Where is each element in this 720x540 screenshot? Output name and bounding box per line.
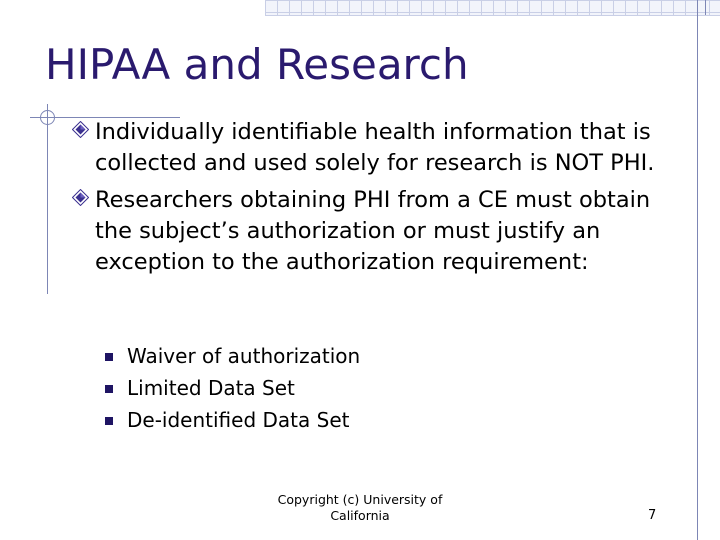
square-bullet-icon — [105, 417, 113, 425]
bullet-list — [72, 117, 672, 278]
slide-title: HIPAA and Research — [45, 40, 469, 89]
decorative-right-rule-short — [705, 0, 706, 15]
sub-bullet-list — [105, 340, 360, 436]
bullet-item — [72, 185, 672, 278]
square-bullet-icon — [105, 353, 113, 361]
sub-bullet-item — [105, 372, 360, 404]
bullet-text: Researchers obtaining PHI from a CE must obtain the subject’s authorization or must justify an exception to the authorization requirement: — [95, 187, 651, 275]
sub-bullet-text: Waiver of authorization — [127, 344, 361, 368]
bullet-text: Individually identifiable health information that is collected and used solely for research is NOT PHI. — [95, 119, 655, 176]
sub-bullet-item — [105, 404, 360, 436]
decorative-crosshair-circle — [40, 110, 55, 125]
bullet-item — [72, 117, 672, 179]
sub-bullet-item — [105, 340, 360, 372]
diamond-bullet-icon — [72, 189, 89, 206]
square-bullet-icon — [105, 385, 113, 393]
diamond-bullet-icon — [72, 121, 89, 138]
sub-bullet-text: Limited Data Set — [127, 376, 295, 400]
decorative-crosshair-vertical — [47, 104, 48, 294]
page-number: 7 — [648, 508, 657, 523]
decorative-right-rule — [697, 0, 698, 540]
sub-bullet-text: De-identified Data Set — [127, 408, 350, 432]
decorative-grid-band — [265, 0, 720, 16]
footer-copyright: Copyright (c) University of California — [277, 492, 443, 523]
